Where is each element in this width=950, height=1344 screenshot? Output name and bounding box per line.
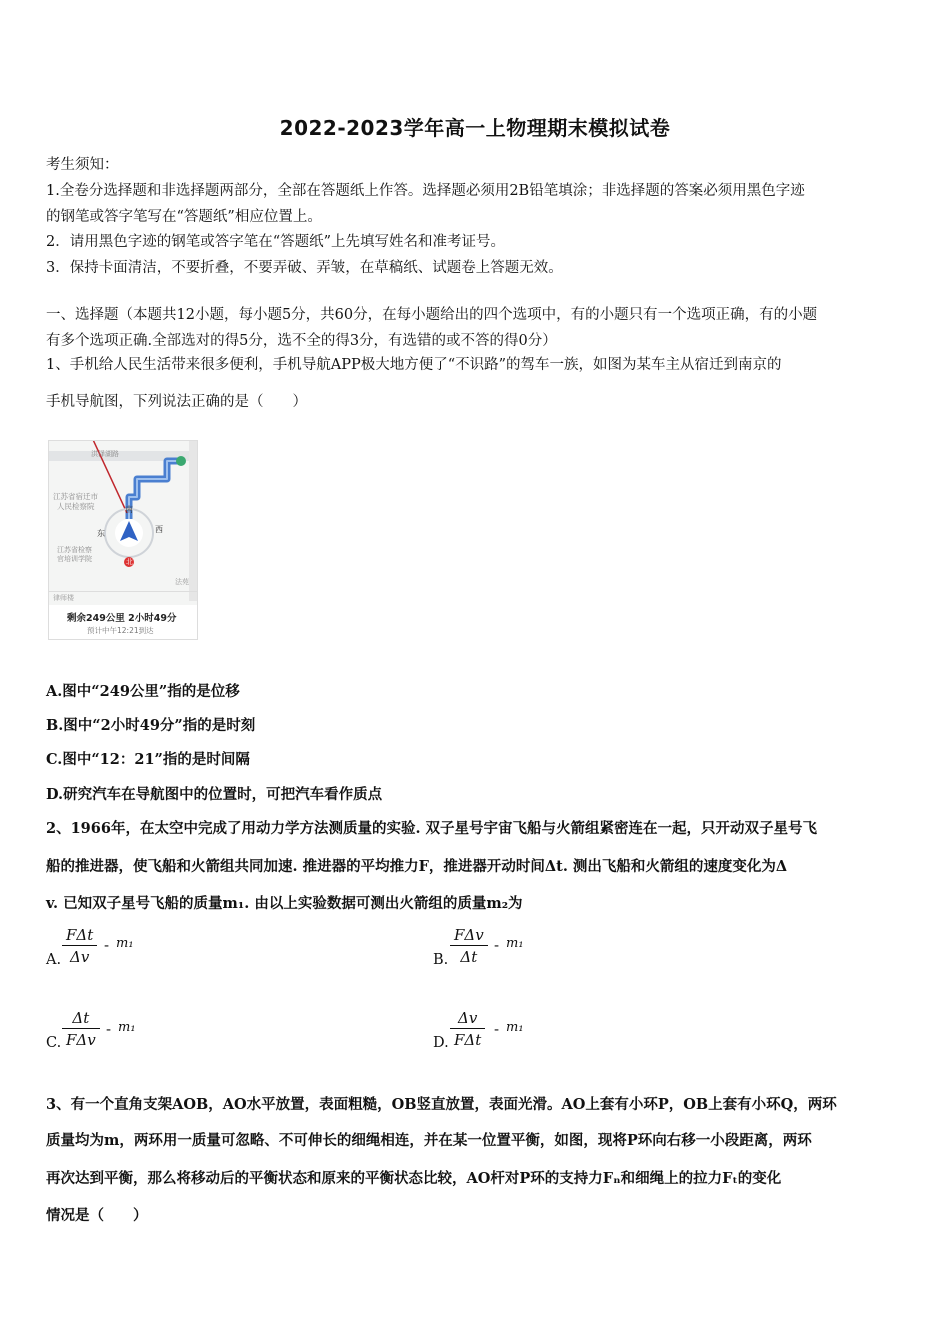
q2-option-c-fraction: [62, 1008, 100, 1051]
page-title: 2022-2023学年高一上物理期末模拟试卷: [279, 116, 671, 140]
q2-option-a-label: A.: [46, 952, 62, 968]
q2-option-c-label: C.: [46, 1035, 62, 1051]
minus-sign: -: [494, 1020, 500, 1038]
q3-stem: 质量均为m，两环用一质量可忽略、不可伸长的细绳相连，并在某一位置平衡，如图，现将P环向右移一小段距离，两环: [46, 1132, 812, 1149]
q2-stem: 船的推进器，使飞船和火箭组共同加速. 推进器的平均推力F，推进器开动时间Δt. 测出飞船和火箭组的速度变化为Δ: [46, 858, 788, 875]
fraction-numerator: FΔt: [62, 925, 97, 946]
fraction-denominator: FΔv: [66, 1031, 96, 1049]
q1-option-a: A.图中“249公里”指的是位移: [46, 683, 240, 700]
map-corner-label: 法苑: [175, 578, 189, 586]
fraction-denominator: Δt: [460, 948, 478, 966]
q2-option-a-fraction: [62, 925, 97, 968]
q2-option-d-fraction: [450, 1008, 485, 1051]
notice-heading: 考生须知：: [46, 157, 119, 173]
minus-sign: -: [104, 936, 110, 954]
q1-stem: 1、手机给人民生活带来很多便利，手机导航APP极大地方便了“不识路”的驾车一族，如图为某车主从宿迁到南京的: [46, 357, 782, 373]
minus-sign: -: [106, 1020, 112, 1038]
section-heading-cont: 有多个选项正确.全部选对的得5分，选不全的得3分，有选错的或不答的得0分）: [46, 333, 557, 349]
minus-sign: -: [494, 936, 500, 954]
map-org1-label: 人民检察院: [57, 502, 95, 511]
q2-stem: 2、1966年，在太空中完成了用动力学方法测质量的实验. 双子星号宇宙飞船与火箭组紧密连在一起，只开动双子星号飞: [46, 820, 818, 837]
notice-item: 2．请用黑色字迹的钢笔或答字笔在“答题纸”上先填写姓名和准考证号。: [46, 234, 506, 250]
compass-west: 西: [155, 525, 163, 534]
q2-option-b-mass: m₁: [506, 936, 524, 951]
q2-option-b-label: B.: [433, 952, 449, 968]
compass-south: 南: [125, 505, 133, 514]
q2-stem: v. 已知双子星号飞船的质量m₁. 由以上实验数据可测出火箭组的质量m₂为: [46, 895, 523, 912]
notice-item: 1.全卷分选择题和非选择题两部分，全部在答题纸上作答。选择题必须用2B铅笔填涂；非选择题的答案必须用黑色字迹: [46, 183, 805, 199]
notice-item: 3．保持卡面清洁，不要折叠，不要弄破、弄皱，在草稿纸、试题卷上答题无效。: [46, 260, 563, 276]
compass-north: 北: [126, 558, 133, 566]
q3-stem: 情况是（ ）: [46, 1207, 148, 1224]
q1-option-d: D.研究汽车在导航图中的位置时，可把汽车看作质点: [46, 786, 383, 803]
q2-option-b-fraction: [450, 925, 488, 968]
section-heading: 一、选择题（本题共12小题，每小题5分，共60分，在每小题给出的四个选项中，有的小题只有一个选项正确，有的小题: [46, 307, 818, 323]
q1-option-b: B.图中“2小时49分”指的是时刻: [46, 717, 256, 734]
compass-east: 东: [97, 529, 105, 538]
map-road-label: 洪泽湖路: [91, 450, 119, 458]
fraction-denominator: FΔt: [454, 1031, 482, 1049]
q2-option-d-mass: m₁: [506, 1020, 524, 1035]
map-org1-label: 江苏省宿迁市: [53, 492, 98, 501]
navigation-map-figure: [48, 440, 198, 640]
route-remaining: 剩余249公里 2小时49分: [67, 613, 177, 624]
map-corner-label: 律师楼: [53, 594, 74, 602]
route-eta: 预计中午12:21到达: [87, 626, 154, 635]
q1-stem: 手机导航图，下列说法正确的是（ ）: [46, 394, 307, 410]
map-org2-label: 官培训学院: [57, 555, 92, 563]
q2-option-c-mass: m₁: [118, 1020, 136, 1035]
fraction-denominator: Δv: [69, 948, 90, 966]
q2-option-d-label: D.: [433, 1035, 449, 1051]
q1-option-c: C.图中“12：21”指的是时间隔: [46, 751, 250, 768]
q2-option-a-mass: m₁: [116, 936, 134, 951]
q3-stem: 再次达到平衡，那么将移动后的平衡状态和原来的平衡状态比较，AO杆对P环的支持力Fₙ和细绳上的拉力Fₜ的变化: [46, 1170, 782, 1187]
q3-stem: 3、有一个直角支架AOB，AO水平放置，表面粗糙，OB竖直放置，表面光滑。AO上套有小环P，OB上套有小环Q，两环: [46, 1096, 837, 1113]
fraction-numerator: Δv: [450, 1008, 485, 1029]
notice-item: 的钢笔或答字笔写在“答题纸”相应位置上。: [46, 209, 322, 225]
map-org2-label: 江苏省检察: [57, 546, 92, 554]
fraction-numerator: Δt: [62, 1008, 100, 1029]
fraction-numerator: FΔv: [450, 925, 488, 946]
